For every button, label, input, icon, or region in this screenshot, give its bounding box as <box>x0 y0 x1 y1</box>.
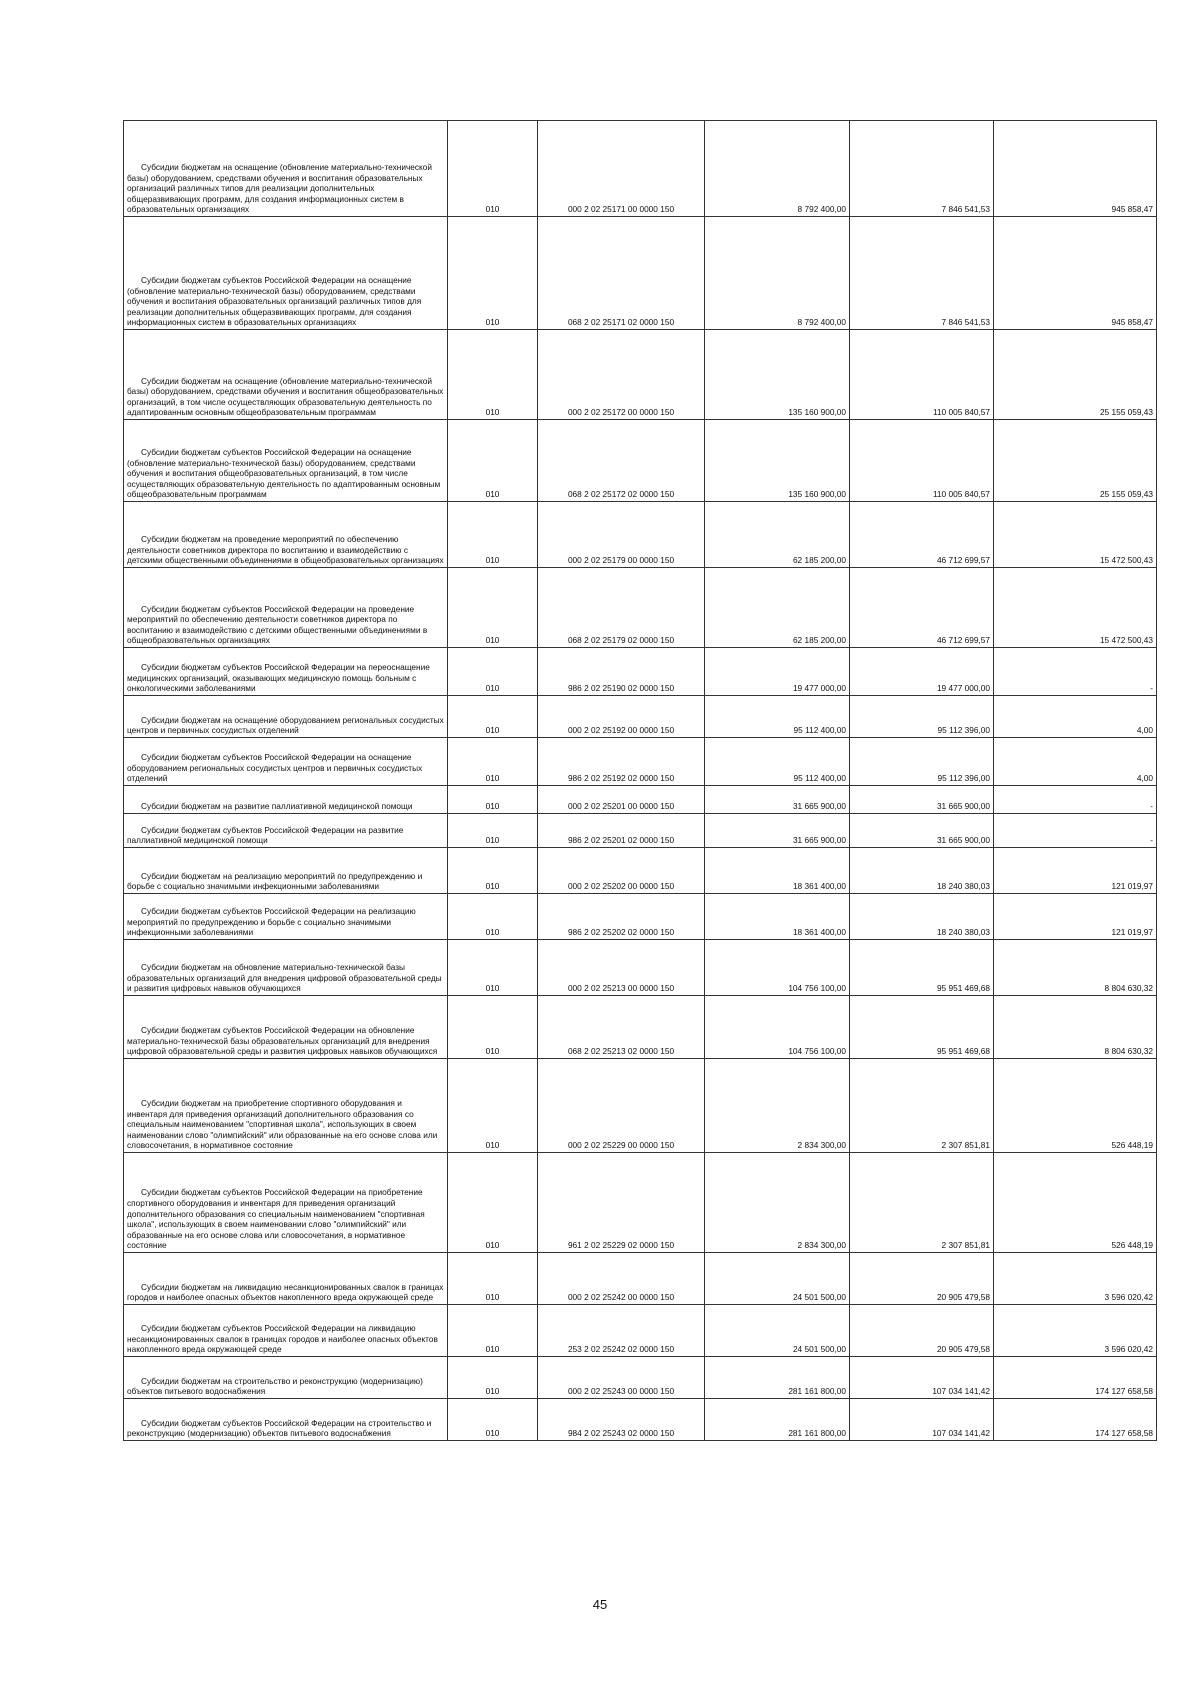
table-row <box>124 894 1157 940</box>
row-unexecuted-cell: 945 858,47 <box>994 121 1157 217</box>
row-approved-cell: 24 501 500,00 <box>705 1253 850 1305</box>
row-approved-cell: 104 756 100,00 <box>705 996 850 1059</box>
row-line-code-cell: 010 <box>448 568 538 648</box>
row-budget-code-cell: 000 2 02 25243 00 0000 150 <box>538 1357 705 1399</box>
row-approved-cell: 62 185 200,00 <box>705 502 850 568</box>
row-name-cell: Субсидии бюджетам на обновление материально-технической базы образовательных организаций для внедрения цифровой образовательной среды и развития цифровых навыков обучающихся <box>124 940 448 996</box>
table-row <box>124 1253 1157 1305</box>
table-row <box>124 217 1157 330</box>
row-line-code-cell: 010 <box>448 217 538 330</box>
row-name-cell: Субсидии бюджетам на реализацию мероприятий по предупреждению и борьбе с социально значимыми инфекционными заболеваниями <box>124 848 448 894</box>
row-approved-cell: 135 160 900,00 <box>705 330 850 420</box>
row-budget-code-cell: 986 2 02 25201 02 0000 150 <box>538 814 705 848</box>
row-budget-code-cell: 000 2 02 25242 00 0000 150 <box>538 1253 705 1305</box>
row-approved-cell: 19 477 000,00 <box>705 648 850 696</box>
row-approved-cell: 281 161 800,00 <box>705 1399 850 1441</box>
table-row <box>124 996 1157 1059</box>
row-name-cell: Субсидии бюджетам субъектов Российской Федерации на проведение мероприятий по обеспечению деятельности советников директора по воспитанию и взаимодействию с детскими общественными объединениями в общеобразовательных организациях <box>124 568 448 648</box>
row-unexecuted-cell: 8 804 630,32 <box>994 996 1157 1059</box>
row-name-cell: Субсидии бюджетам на оснащение (обновление материально-технической базы) оборудованием, средствами обучения и воспитания общеобразовательных организаций, в том числе осуществляющих образовательную деятельность по адаптированным основным общеобразовательным программам <box>124 330 448 420</box>
row-name-cell: Субсидии бюджетам субъектов Российской Федерации на оснащение оборудованием региональных сосудистых центров и первичных сосудистых отделений <box>124 738 448 786</box>
row-line-code-cell: 010 <box>448 738 538 786</box>
row-approved-cell: 2 834 300,00 <box>705 1059 850 1153</box>
table-row <box>124 1399 1157 1441</box>
table-row <box>124 848 1157 894</box>
row-name-cell: Субсидии бюджетам субъектов Российской Федерации на приобретение спортивного оборудования и инвентаря для приведения организаций дополнительного образования со специальным наименованием "спортивная школа", использующих в своем наименовании слово "олимпийский" или образованные на его основе слова или словосочетания, в нормативное состояние <box>124 1153 448 1253</box>
row-unexecuted-cell: - <box>994 814 1157 848</box>
row-executed-cell: 20 905 479,58 <box>850 1253 994 1305</box>
row-executed-cell: 19 477 000,00 <box>850 648 994 696</box>
row-unexecuted-cell: 121 019,97 <box>994 894 1157 940</box>
row-budget-code-cell: 068 2 02 25179 02 0000 150 <box>538 568 705 648</box>
row-name-cell: Субсидии бюджетам на строительство и реконструкцию (модернизацию) объектов питьевого водоснабжения <box>124 1357 448 1399</box>
row-name-cell: Субсидии бюджетам на приобретение спортивного оборудования и инвентаря для приведения организаций дополнительного образования со специальным наименованием "спортивная школа", использующих в своем наименовании слово "олимпийский" или образованные на его основе слова или словосочетания, в нормативное состояние <box>124 1059 448 1153</box>
table-row <box>124 940 1157 996</box>
row-line-code-cell: 010 <box>448 1059 538 1153</box>
row-unexecuted-cell: 15 472 500,43 <box>994 568 1157 648</box>
row-name-cell: Субсидии бюджетам на оснащение оборудованием региональных сосудистых центров и первичных сосудистых отделений <box>124 696 448 738</box>
row-unexecuted-cell: 25 155 059,43 <box>994 330 1157 420</box>
row-name-cell: Субсидии бюджетам на оснащение (обновление материально-технической базы) оборудованием, средствами обучения и воспитания образовательных организаций различных типов для реализации дополнительных общеразвивающих программ, для создания информационных систем в образовательных организациях <box>124 121 448 217</box>
row-line-code-cell: 010 <box>448 940 538 996</box>
row-line-code-cell: 010 <box>448 648 538 696</box>
table-row <box>124 786 1157 814</box>
row-line-code-cell: 010 <box>448 1357 538 1399</box>
row-line-code-cell: 010 <box>448 848 538 894</box>
table-row <box>124 738 1157 786</box>
row-unexecuted-cell: 174 127 658,58 <box>994 1399 1157 1441</box>
row-approved-cell: 104 756 100,00 <box>705 940 850 996</box>
row-name-cell: Субсидии бюджетам на ликвидацию несанкционированных свалок в границах городов и наиболее опасных объектов накопленного вреда окружающей среде <box>124 1253 448 1305</box>
table-row <box>124 330 1157 420</box>
table-row <box>124 814 1157 848</box>
table-row <box>124 1153 1157 1253</box>
row-unexecuted-cell: 3 596 020,42 <box>994 1253 1157 1305</box>
row-executed-cell: 2 307 851,81 <box>850 1153 994 1253</box>
row-unexecuted-cell: - <box>994 648 1157 696</box>
row-executed-cell: 31 665 900,00 <box>850 786 994 814</box>
budget-revenue-table <box>123 120 1157 1441</box>
row-line-code-cell: 010 <box>448 420 538 502</box>
row-name-cell: Субсидии бюджетам на проведение мероприятий по обеспечению деятельности советников директора по воспитанию и взаимодействию с детскими общественными объединениями в общеобразовательных организациях <box>124 502 448 568</box>
table-row <box>124 696 1157 738</box>
row-name-cell: Субсидии бюджетам субъектов Российской Федерации на оснащение (обновление материально-технической базы) оборудованием, средствами обучения и воспитания общеобразовательных организаций, в том числе осуществляющих образовательную деятельность по адаптированным основным общеобразовательным программам <box>124 420 448 502</box>
row-executed-cell: 46 712 699,57 <box>850 568 994 648</box>
table-row <box>124 420 1157 502</box>
row-unexecuted-cell: 526 448,19 <box>994 1059 1157 1153</box>
row-budget-code-cell: 984 2 02 25243 02 0000 150 <box>538 1399 705 1441</box>
row-budget-code-cell: 986 2 02 25190 02 0000 150 <box>538 648 705 696</box>
row-name-cell: Субсидии бюджетам субъектов Российской Федерации на реализацию мероприятий по предупреждению и борьбе с социально значимыми инфекционными заболеваниями <box>124 894 448 940</box>
row-budget-code-cell: 961 2 02 25229 02 0000 150 <box>538 1153 705 1253</box>
row-budget-code-cell: 000 2 02 25171 00 0000 150 <box>538 121 705 217</box>
row-unexecuted-cell: 3 596 020,42 <box>994 1305 1157 1357</box>
row-line-code-cell: 010 <box>448 786 538 814</box>
row-name-cell: Субсидии бюджетам субъектов Российской Федерации на переоснащение медицинских организаций, оказывающих медицинскую помощь больным с онкологическими заболеваниями <box>124 648 448 696</box>
table-row <box>124 1059 1157 1153</box>
row-executed-cell: 2 307 851,81 <box>850 1059 994 1153</box>
row-name-cell: Субсидии бюджетам субъектов Российской Федерации на строительство и реконструкцию (модернизацию) объектов питьевого водоснабжения <box>124 1399 448 1441</box>
row-budget-code-cell: 000 2 02 25179 00 0000 150 <box>538 502 705 568</box>
row-unexecuted-cell: 4,00 <box>994 738 1157 786</box>
row-budget-code-cell: 068 2 02 25171 02 0000 150 <box>538 217 705 330</box>
row-line-code-cell: 010 <box>448 696 538 738</box>
row-approved-cell: 31 665 900,00 <box>705 814 850 848</box>
row-line-code-cell: 010 <box>448 1399 538 1441</box>
page-number: 45 <box>592 1597 608 1612</box>
row-unexecuted-cell: 121 019,97 <box>994 848 1157 894</box>
row-budget-code-cell: 253 2 02 25242 02 0000 150 <box>538 1305 705 1357</box>
row-executed-cell: 46 712 699,57 <box>850 502 994 568</box>
row-budget-code-cell: 000 2 02 25213 00 0000 150 <box>538 940 705 996</box>
row-line-code-cell: 010 <box>448 814 538 848</box>
row-approved-cell: 31 665 900,00 <box>705 786 850 814</box>
row-line-code-cell: 010 <box>448 1153 538 1253</box>
row-unexecuted-cell: 945 858,47 <box>994 217 1157 330</box>
row-name-cell: Субсидии бюджетам субъектов Российской Федерации на обновление материально-технической базы образовательных организаций для внедрения цифровой образовательной среды и развития цифровых навыков обучающихся <box>124 996 448 1059</box>
row-name-cell: Субсидии бюджетам субъектов Российской Федерации на оснащение (обновление материально-технической базы) оборудованием, средствами обучения и воспитания образовательных организаций различных типов для реализации дополнительных общеразвивающих программ, для создания информационных систем в образовательных организациях <box>124 217 448 330</box>
row-budget-code-cell: 000 2 02 25202 00 0000 150 <box>538 848 705 894</box>
row-name-cell: Субсидии бюджетам субъектов Российской Федерации на ликвидацию несанкционированных свалок в границах городов и наиболее опасных объектов накопленного вреда окружающей среде <box>124 1305 448 1357</box>
row-executed-cell: 95 951 469,68 <box>850 996 994 1059</box>
row-budget-code-cell: 068 2 02 25213 02 0000 150 <box>538 996 705 1059</box>
row-unexecuted-cell: - <box>994 786 1157 814</box>
row-line-code-cell: 010 <box>448 121 538 217</box>
row-unexecuted-cell: 4,00 <box>994 696 1157 738</box>
table-row <box>124 502 1157 568</box>
row-budget-code-cell: 068 2 02 25172 02 0000 150 <box>538 420 705 502</box>
table-row <box>124 648 1157 696</box>
row-unexecuted-cell: 174 127 658,58 <box>994 1357 1157 1399</box>
row-approved-cell: 8 792 400,00 <box>705 121 850 217</box>
table-row <box>124 568 1157 648</box>
row-budget-code-cell: 000 2 02 25172 00 0000 150 <box>538 330 705 420</box>
row-budget-code-cell: 000 2 02 25229 00 0000 150 <box>538 1059 705 1153</box>
row-executed-cell: 95 112 396,00 <box>850 696 994 738</box>
row-executed-cell: 95 112 396,00 <box>850 738 994 786</box>
row-budget-code-cell: 000 2 02 25201 00 0000 150 <box>538 786 705 814</box>
table-row <box>124 1305 1157 1357</box>
row-name-cell: Субсидии бюджетам субъектов Российской Федерации на развитие паллиативной медицинской помощи <box>124 814 448 848</box>
row-unexecuted-cell: 15 472 500,43 <box>994 502 1157 568</box>
table-row <box>124 121 1157 217</box>
row-approved-cell: 281 161 800,00 <box>705 1357 850 1399</box>
row-approved-cell: 8 792 400,00 <box>705 217 850 330</box>
row-budget-code-cell: 986 2 02 25192 02 0000 150 <box>538 738 705 786</box>
row-executed-cell: 31 665 900,00 <box>850 814 994 848</box>
row-unexecuted-cell: 526 448,19 <box>994 1153 1157 1253</box>
row-line-code-cell: 010 <box>448 330 538 420</box>
row-approved-cell: 95 112 400,00 <box>705 738 850 786</box>
row-line-code-cell: 010 <box>448 502 538 568</box>
row-approved-cell: 135 160 900,00 <box>705 420 850 502</box>
row-unexecuted-cell: 8 804 630,32 <box>994 940 1157 996</box>
row-approved-cell: 18 361 400,00 <box>705 848 850 894</box>
row-executed-cell: 20 905 479,58 <box>850 1305 994 1357</box>
row-budget-code-cell: 000 2 02 25192 00 0000 150 <box>538 696 705 738</box>
row-unexecuted-cell: 25 155 059,43 <box>994 420 1157 502</box>
table-row <box>124 1357 1157 1399</box>
row-approved-cell: 62 185 200,00 <box>705 568 850 648</box>
row-name-cell: Субсидии бюджетам на развитие паллиативной медицинской помощи <box>124 786 448 814</box>
row-approved-cell: 2 834 300,00 <box>705 1153 850 1253</box>
row-executed-cell: 110 005 840,57 <box>850 420 994 502</box>
row-approved-cell: 95 112 400,00 <box>705 696 850 738</box>
row-executed-cell: 7 846 541,53 <box>850 121 994 217</box>
row-line-code-cell: 010 <box>448 1305 538 1357</box>
row-line-code-cell: 010 <box>448 996 538 1059</box>
table-body <box>124 121 1157 1441</box>
row-approved-cell: 18 361 400,00 <box>705 894 850 940</box>
row-executed-cell: 7 846 541,53 <box>850 217 994 330</box>
row-executed-cell: 95 951 469,68 <box>850 940 994 996</box>
row-executed-cell: 110 005 840,57 <box>850 330 994 420</box>
row-executed-cell: 18 240 380,03 <box>850 894 994 940</box>
row-executed-cell: 107 034 141,42 <box>850 1357 994 1399</box>
row-line-code-cell: 010 <box>448 1253 538 1305</box>
row-line-code-cell: 010 <box>448 894 538 940</box>
row-budget-code-cell: 986 2 02 25202 02 0000 150 <box>538 894 705 940</box>
row-approved-cell: 24 501 500,00 <box>705 1305 850 1357</box>
row-executed-cell: 18 240 380,03 <box>850 848 994 894</box>
row-executed-cell: 107 034 141,42 <box>850 1399 994 1441</box>
